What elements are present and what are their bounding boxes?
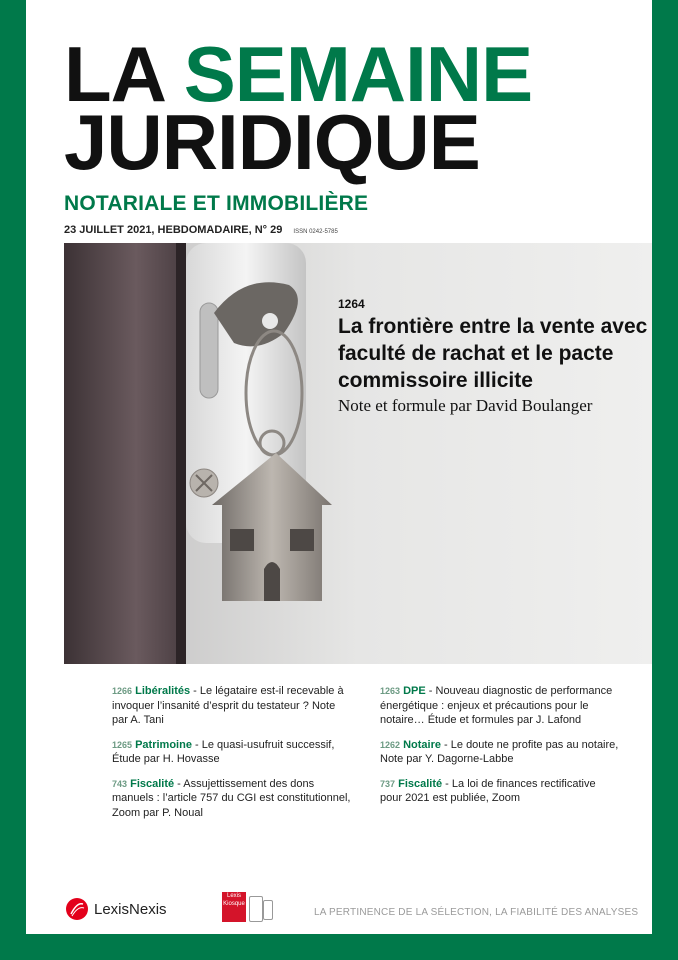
teaser-category: Libéralités — [135, 685, 191, 697]
teaser-category: Patrimoine — [135, 738, 192, 751]
issue-date: 23 JUILLET 2021, HEBDOMADAIRE, N° 29 — [64, 224, 283, 236]
kiosque-logo[interactable] — [222, 892, 274, 922]
teaser-number: 1265 — [112, 739, 133, 750]
feature-article[interactable] — [338, 297, 648, 416]
green-frame-left — [0, 0, 26, 960]
teaser-item[interactable] — [380, 738, 620, 767]
masthead-title — [64, 30, 533, 186]
footer-tagline: LA PERTINENCE DE LA SÉLECTION, LA FIABILITÉ DES ANALYSES — [314, 907, 639, 918]
masthead-la: LA — [64, 30, 164, 118]
teaser-category: DPE — [403, 685, 426, 697]
masthead-subtitle: NOTARIALE ET IMMOBILIÈRE — [64, 192, 369, 215]
teaser-item[interactable] — [112, 684, 352, 728]
teaser-item[interactable] — [112, 777, 352, 821]
masthead-juridique: JURIDIQUE — [64, 98, 480, 186]
teaser-number: 1263 — [380, 686, 401, 696]
teaser-text: - Le doute ne profite pas au notaire, Note par Y. Dagorne-Labbe — [380, 738, 619, 765]
dateline — [64, 224, 338, 236]
green-frame-bottom — [0, 934, 678, 960]
issn: ISSN 0242-5785 — [293, 229, 338, 235]
lexisnexis-logo[interactable] — [66, 898, 167, 920]
teaser-text: - La loi de finances rectificative pour 2021 est publiée, Zoom — [380, 777, 596, 804]
teaser-text: - Nouveau diagnostic de performance énergétique : enjeux et précautions pour le notaire… Étude et formules par J. Lafond — [380, 685, 613, 726]
feature-number: 1264 — [338, 297, 365, 311]
footer — [26, 870, 652, 934]
teaser-item[interactable] — [380, 777, 620, 806]
teaser-number: 1266 — [112, 686, 133, 696]
green-frame-right — [652, 0, 678, 960]
teaser-text: - Assujettissement des dons manuels : l’article 757 du CGI est constitutionnel, Zoom par P. Noual — [112, 777, 351, 819]
lexisnexis-logo-icon — [66, 898, 88, 920]
teaser-column-left — [112, 684, 352, 830]
lexisnexis-name: LexisNexis — [94, 900, 167, 918]
teaser-column-right — [380, 684, 620, 816]
teaser-category: Fiscalité — [130, 777, 175, 790]
masthead-semaine: SEMAINE — [183, 30, 533, 118]
phone-icon — [263, 900, 273, 920]
teaser-number: 1262 — [380, 739, 401, 750]
teaser-item[interactable] — [380, 684, 620, 728]
feature-headline: La frontière entre la vente avec faculté de rachat et le pacte commissoire illicite — [338, 315, 648, 392]
teaser-text: - Le quasi-usufruit successif, Étude par H. Hovasse — [112, 738, 335, 765]
teaser-number: 743 — [112, 778, 128, 789]
kiosque-logo-icon: Lexis Kiosque — [222, 892, 246, 922]
teaser-category: Notaire — [403, 738, 441, 751]
teaser-number: 737 — [380, 778, 396, 789]
teaser-text: - Le légataire est-il recevable à invoquer l’insanité d’esprit du testateur ? Note par A. Tani — [112, 685, 344, 726]
feature-byline: Note et formule par David Boulanger — [338, 396, 593, 415]
teaser-item[interactable] — [112, 738, 352, 767]
tablet-icon — [249, 896, 263, 922]
teaser-category: Fiscalité — [398, 777, 443, 790]
